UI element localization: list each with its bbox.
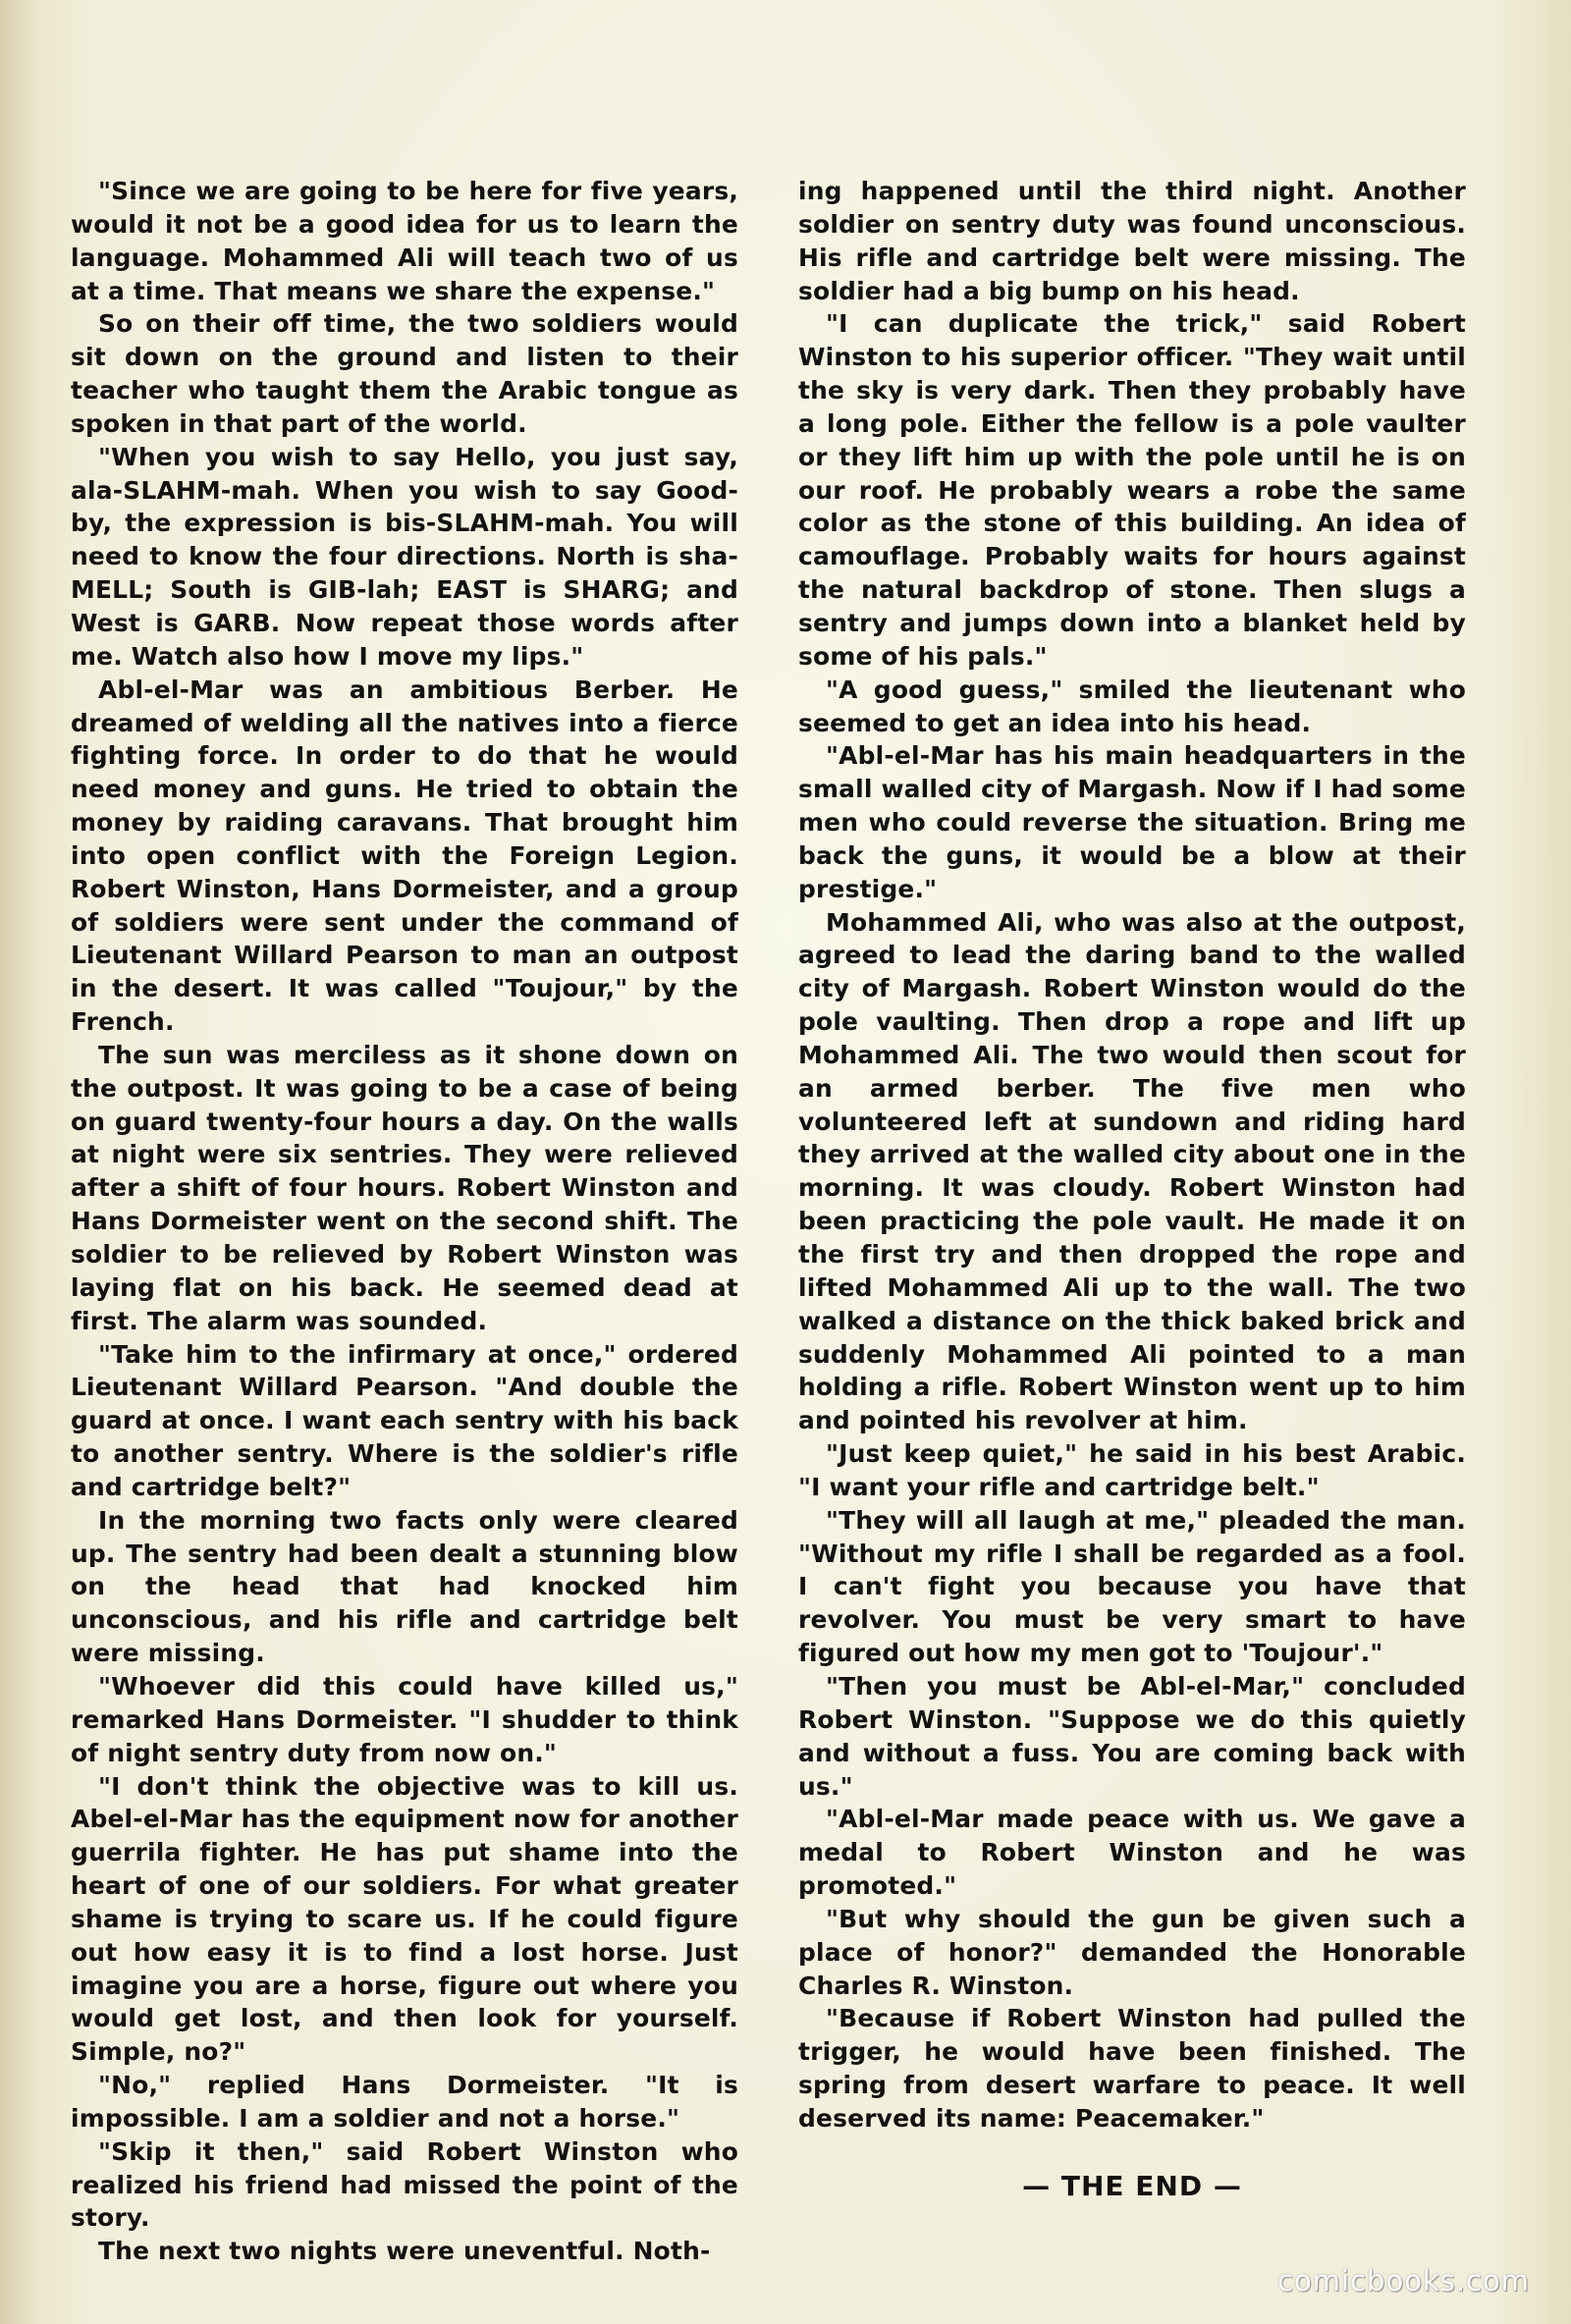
watermark: comicbooks.com [1277, 2264, 1530, 2297]
paragraph: "Then you must be Abl-el-Mar," concluded Robert Winston. "Suppose we do this quietly and without a fuss. You are coming back with us." [798, 1671, 1466, 1801]
paragraph: "I don't think the objective was to kill us. Abel-el-Mar has the equipment now for another guerrila fighter. He has put shame into the heart of one of our soldiers. For what greater shame is trying to scare us. If he could figure out how easy it is to find a lost horse. Just imagine you are a horse, figure out where you would get lost, and then look for yourself. Simple, no?" [71, 1771, 738, 2067]
paragraph: "When you wish to say Hello, you just say, ala-SLAHM-mah. When you wish to say Good-by, the expression is bis-SLAHM-mah. You will need to know the four directions. North is sha-MELL; South is GIB-lah; EAST is SHARG; and West is GARB. Now repeat those words after me. Watch also how I move my lips." [71, 442, 738, 671]
left-column [71, 175, 738, 2268]
the-end-label: — THE END — [1022, 2170, 1242, 2202]
paragraph: "Just keep quiet," he said in his best Arabic. "I want your rifle and cartridge belt." [798, 1439, 1466, 1501]
paragraph: "A good guess," smiled the lieutenant who seemed to get an idea into his head. [798, 675, 1466, 737]
paragraph: "Whoever did this could have killed us," remarked Hans Dormeister. "I shudder to think of night sentry duty from now on." [71, 1671, 738, 1767]
paragraph: "But why should the gun be given such a place of honor?" demanded the Honorable Charles R. Winston. [798, 1904, 1466, 2000]
paragraph: "Abl-el-Mar made peace with us. We gave a medal to Robert Winston and he was promoted." [798, 1805, 1466, 1901]
paragraph: "Skip it then," said Robert Winston who realized his friend had missed the point of the story. [71, 2136, 738, 2233]
paragraph: Abl-el-Mar was an ambitious Berber. He dreamed of welding all the natives into a fierce fighting force. In order to do that he would need money and guns. He tried to obtain the money by raiding caravans. That brought him into open conflict with the Foreign Legion. Robert Winston, Hans Dormeister, and a group of soldiers were sent under the command of Lieutenant Willard Pearson to man an outpost in the desert. It was called "Toujour," by the French. [71, 675, 738, 1037]
right-column [798, 175, 1466, 2135]
paragraph: Mohammed Ali, who was also at the outpost, agreed to lead the daring band to the walled city of Margash. Robert Winston would do the pole vaulting. Then drop a rope and lift up Mohammed Ali. The two would then scout for an armed berber. The five men who volunteered left at sundown and riding hard they arrived at the walled city about one in the morning. It was cloudy. Robert Winston had been practicing the pole vault. He made it on the first try and then dropped the rope and lifted Mohammed Ali up to the wall. The two walked a distance on the thick baked brick and suddenly Mohammed Ali pointed to a man holding a rifle. Robert Winston went up to him and pointed his revolver at him. [798, 907, 1466, 1435]
paragraph: "No," replied Hans Dormeister. "It is impossible. I am a soldier and not a horse." [71, 2071, 738, 2133]
paragraph: In the morning two facts only were cleared up. The sentry had been dealt a stunning blow on the head that had knocked him unconscious, and his rifle and cartridge belt were missing. [71, 1505, 738, 1668]
paragraph: The sun was merciless as it shone down on the outpost. It was going to be a case of being on guard twenty-four hours a day. On the walls at night were six sentries. They were relieved after a shift of four hours. Robert Winston and Hans Dormeister went on the second shift. The soldier to be relieved by Robert Winston was laying flat on his back. He seemed dead at first. The alarm was sounded. [71, 1040, 738, 1335]
paragraph: "I can duplicate the trick," said Robert Winston to his superior officer. "They wait until the sky is very dark. Then they probably have a long pole. Either the fellow is a pole vaulter or they lift him up with the pole until he is on our roof. He probably wears a robe the same color as the stone of this building. An idea of camouflage. Probably waits for hours against the natural backdrop of stone. Then slugs a sentry and jumps down into a blanket held by some of his pals." [798, 309, 1466, 671]
paragraph: "Because if Robert Winston had pulled the trigger, he would have been finished. The spring from desert warfare to peace. It well deserved its name: Peacemaker." [798, 2004, 1466, 2133]
paragraph: "Abl-el-Mar has his main headquarters in the small walled city of Margash. Now if I had some men who could reverse the situation. Bring me back the guns, it would be a blow at their prestige." [798, 741, 1466, 903]
paragraph: The next two nights were uneventful. Noth- [98, 2237, 711, 2266]
paragraph: ing happened until the third night. Another soldier on sentry duty was found unconscious. His rifle and cartridge belt were missing. The soldier had a big bump on his head. [798, 177, 1466, 305]
paragraph: "They will all laugh at me," pleaded the man. "Without my rifle I shall be regarded as a fool. I can't fight you because you have that revolver. You must be very smart to have figured out how my men got to 'Toujour'." [798, 1505, 1466, 1668]
paragraph: "Take him to the infirmary at once," ordered Lieutenant Willard Pearson. "And double the guard at once. I want each sentry with his back to another sentry. Where is the soldier's rifle and cartridge belt?" [71, 1339, 738, 1501]
paragraph: So on their off time, the two soldiers would sit down on the ground and listen to their teacher who taught them the Arabic tongue as spoken in that part of the world. [71, 309, 738, 438]
paragraph: "Since we are going to be here for five years, would it not be a good idea for us to learn the language. Mohammed Ali will teach two of us at a time. That means we share the expense." [71, 177, 738, 305]
